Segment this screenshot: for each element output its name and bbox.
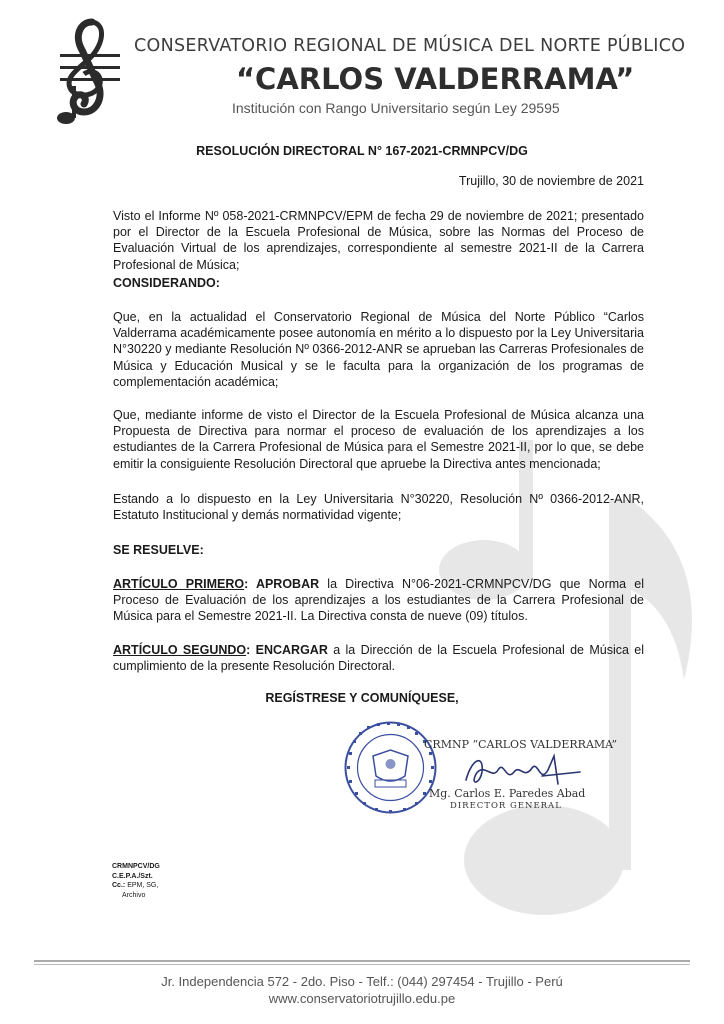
resuelve-heading: SE RESUELVE: [113,543,204,557]
resolution-title: RESOLUCIÓN DIRECTORAL N° 167-2021-CRMNPCV/DG [196,144,528,158]
articulo-primero-text: la Directiva N°06-2021-CRMNPCV/DG que Norma el Proceso de Evaluación de los aprendizajes a los estudiantes de la Carrera Profesional de Música para el Semestre 2021-II. La Directiva consta de nueve (09) títulos. [113,577,644,624]
articulo-primero: ARTÍCULO PRIMERO: APROBAR la Directiva N°06-2021-CRMNPCV/DG que Norma el Proceso de Evaluación de los aprendizajes a los estudiantes de la Carrera Profesional de Música para el Semestre 2021-II. La Directiva consta de nueve (09) títulos. [113,577,644,624]
ref-line-2: C.E.P.A./Szt. [112,872,153,880]
footer-website: www.conservatoriotrujillo.edu.pe [268,991,456,1006]
considerando-heading: CONSIDERANDO: [113,276,220,290]
institution-name: CONSERVATORIO REGIONAL DE MÚSICA DEL NORTE PÚBLICO [134,36,686,56]
footer-divider-thin [34,964,690,965]
considerando-paragraph-1: Que, en la actualidad el Conservatorio Regional de Música del Norte Público “Carlos Valderrama académicamente posee autonomía en mérito a lo dispuesto por la Ley Universitaria N°30220 y mediante Resolución Nº 0366-2012-ANR se aprueban las Carreras Profesionales de Música y Educación Musical y se le faculta para la organización de los programas de complementación académica; [113,310,644,389]
closing-formula: REGÍSTRESE Y COMUNÍQUESE, [265,691,459,705]
signatory-role: DIRECTOR GENERAL [450,801,562,811]
signatory-name: Mg. Carlos E. Paredes Abad [429,787,586,800]
institution-subtitle: Institución con Rango Universitario según Ley 29595 [232,100,560,116]
articulo-segundo-label: ARTÍCULO SEGUNDO [113,643,247,657]
articulo-segundo-verb: ENCARGAR [255,643,328,657]
footer-address: Jr. Independencia 572 - 2do. Piso - Telf.: (044) 297454 - Trujillo - Perú [161,974,563,989]
resolution-date: Trujillo, 30 de noviembre de 2021 [458,174,644,188]
articulo-segundo-text: a la Dirección de la Escuela Profesional de Música el cumplimiento de la presente Resolución Directoral. [113,643,645,674]
footer-divider [34,960,690,962]
reference-initials [112,862,160,900]
ref-line-1: CRMNPCV/DG [112,863,160,870]
institution-title: “CARLOS VALDERRAMA” [236,62,635,96]
handwritten-signature [462,750,582,792]
articulo-primero-verb: APROBAR [255,577,320,591]
ref-cc-line [112,881,160,891]
signature-stamp-text: CRMNP “CARLOS VALDERRAMA” [424,738,618,751]
ref-cc-label: Cc.: [112,882,126,889]
ref-cc-value: EPM, SG, [127,882,159,889]
visto-paragraph: Visto el Informe Nº 058-2021-CRMNPCV/EPM de fecha 29 de noviembre de 2021; presentado por el Director de la Escuela Profesional de Música, sobre las Normas del Proceso de Evaluación Virtual de los aprendizajes, correspondiente al semestre 2021-II de la Carrera Profesional de Música; [113,209,644,272]
articulo-primero-label: ARTÍCULO PRIMERO [113,577,245,591]
considerando-paragraph-3: Estando a lo dispuesto en la Ley Universitaria N°30220, Resolución Nº 0366-2012-ANR, Estatuto Institucional y demás normatividad vigente; [113,492,644,523]
articulo-segundo: ARTÍCULO SEGUNDO: ENCARGAR a la Dirección de la Escuela Profesional de Música el cumplimiento de la presente Resolución Directoral. [113,643,645,674]
considerando-paragraph-2: Que, mediante informe de visto el Director de la Escuela Profesional de Música alcanza una Propuesta de Directiva para normar el proceso de evaluación de los aprendizajes a los estudiantes de la Carrera Profesional de Música para el Semestre 2021-II, por lo que, se debe emitir la consiguiente Resolución Directoral que apruebe la Directiva antes mencionada; [113,408,644,471]
treble-clef-logo [52,14,124,124]
signature-block [424,738,654,828]
ref-line-4: Archivo [122,891,146,899]
